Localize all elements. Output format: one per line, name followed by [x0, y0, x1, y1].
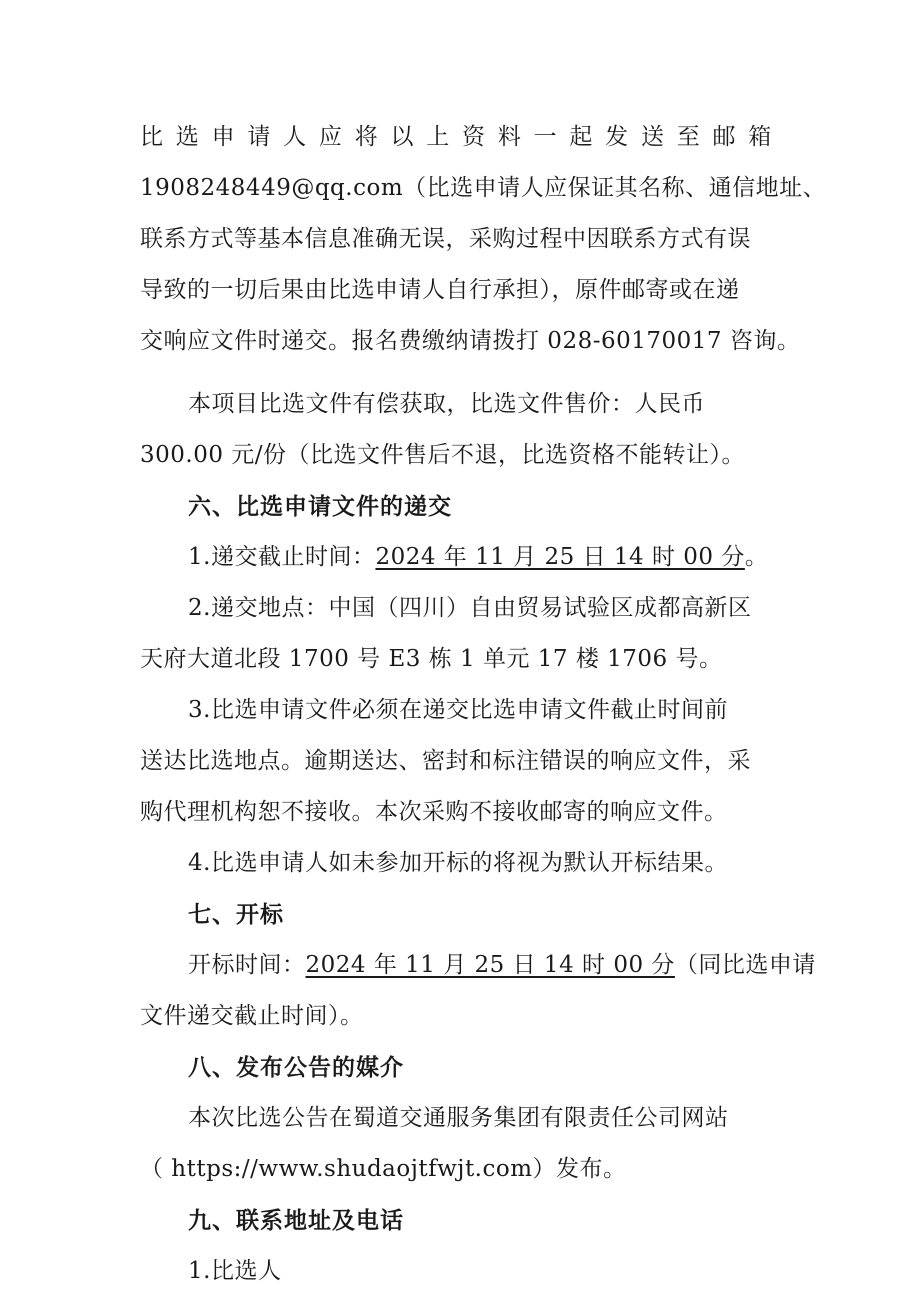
s6-item-1-suffix: 。	[744, 544, 769, 570]
s6-item-2-line-2: 天府大道北段 1700 号 E3 栋 1 单元 17 楼 1706 号。	[140, 646, 723, 672]
p1-line-1-char: 资	[462, 124, 486, 150]
p1-line-2: 1908248449@qq.com（比选申请人应保证其名称、通信地址、	[140, 175, 827, 201]
s6-item-1	[140, 532, 772, 583]
s9-item-1: 1.比选人	[188, 1258, 282, 1284]
section-6-heading: 六、比选申请文件的递交	[188, 493, 452, 520]
section-9-heading: 九、联系地址及电话	[188, 1207, 404, 1234]
s8-line-2: （ https://www.shudaojtfwjt.com）发布。	[140, 1156, 627, 1182]
p2-line-1: 本项目比选文件有偿获取，比选文件售价：人民币	[188, 391, 705, 417]
p1-line-3: 联系方式等基本信息准确无误，采购过程中因联系方式有误	[140, 226, 751, 252]
s6-item-4: 4.比选申请人如未参加开标的将视为默认开标结果。	[188, 850, 728, 876]
p1-line-1-char: 上	[426, 124, 450, 150]
p1-line-1-char: 箱	[748, 124, 772, 150]
s7-line-1	[140, 940, 816, 991]
s6-item-3-line-2: 送达比选地点。逾期送达、密封和标注错误的响应文件，采	[140, 748, 751, 774]
p1-line-1-char: 比	[140, 124, 164, 150]
s7-suffix: （同比选申请	[674, 952, 816, 978]
p1-line-1-char: 起	[569, 124, 593, 150]
p1-line-1-char: 人	[283, 124, 307, 150]
deadline-time: 2024 年 11 月 25 日 14 时 00 分	[375, 544, 745, 570]
p1-line-1-char: 申	[211, 124, 236, 150]
p1-line-1-char: 邮	[712, 124, 736, 150]
p1-line-1-char: 一	[533, 124, 558, 150]
p1-line-5: 交响应文件时递交。报名费缴纳请拨打 028-60170017 咨询。	[140, 328, 801, 354]
p1-line-1-char: 以	[390, 124, 414, 150]
p1-line-1	[140, 112, 772, 163]
s8-line-1: 本次比选公告在蜀道交通服务集团有限责任公司网站	[188, 1105, 729, 1131]
p1-line-1-char: 将	[354, 124, 379, 150]
s6-item-1-prefix: 1.递交截止时间：	[188, 544, 376, 570]
section-8-heading: 八、发布公告的媒介	[188, 1054, 404, 1081]
p1-line-1-char: 应	[318, 124, 343, 150]
p1-line-4: 导致的一切后果由比选申请人自行承担），原件邮寄或在递	[140, 277, 740, 303]
s6-item-3-line-3: 购代理机构恕不接收。本次采购不接收邮寄的响应文件。	[140, 799, 728, 825]
s6-item-3-line-1: 3.比选申请文件必须在递交比选申请文件截止时间前	[188, 697, 728, 723]
p1-line-1-char: 请	[247, 124, 271, 150]
p1-line-1-char: 发	[605, 124, 629, 150]
p1-line-1-char: 选	[175, 124, 200, 150]
p1-line-1-char: 料	[497, 124, 522, 150]
p1-line-1-char: 送	[640, 124, 665, 150]
s7-line-2: 文件递交截止时间）。	[140, 1003, 364, 1029]
p2-line-2: 300.00 元/份（比选文件售后不退，比选资格不能转让）。	[140, 442, 746, 468]
p1-line-1-char: 至	[676, 124, 701, 150]
s6-item-2-line-1: 2.递交地点：中国（四川）自由贸易试验区成都高新区	[188, 595, 752, 621]
opening-time: 2024 年 11 月 25 日 14 时 00 分	[305, 952, 675, 978]
s7-prefix: 开标时间：	[188, 952, 306, 978]
section-7-heading: 七、开标	[188, 901, 284, 928]
